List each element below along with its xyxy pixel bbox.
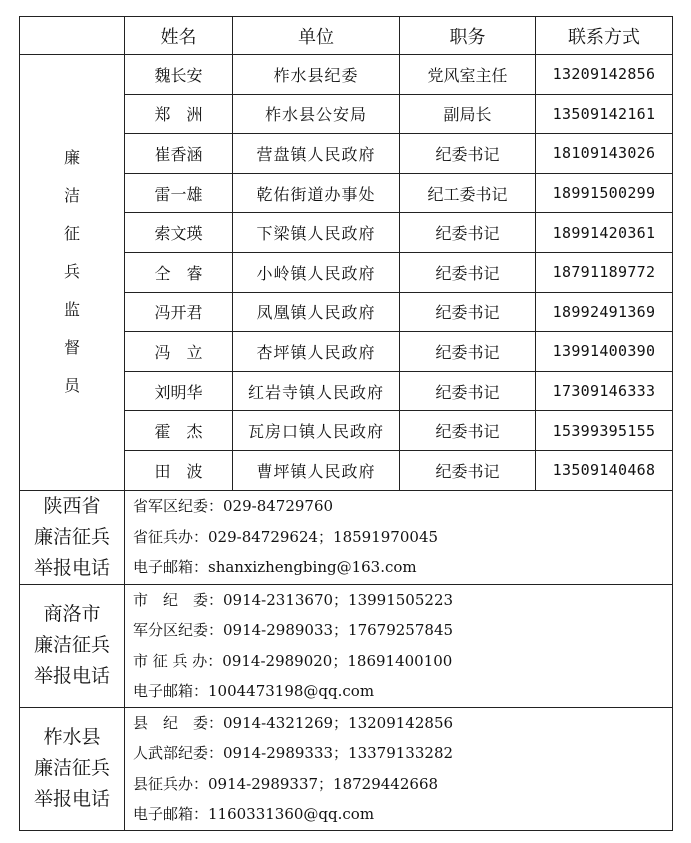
cell-name: 霍 杰	[125, 411, 233, 451]
cell-title: 纪委书记	[400, 292, 536, 332]
hotline-label	[20, 707, 125, 830]
hotline-line: 县 纪 委：0914-4321269；13209142856	[133, 713, 454, 732]
cell-unit: 杏坪镇人民政府	[233, 332, 400, 372]
side-label-char: 洁	[63, 186, 80, 206]
cell-unit: 柞水县纪委	[233, 55, 400, 95]
hotline-label-line: 廉洁征兵	[33, 525, 110, 548]
email-line: 电子邮箱：1004473198@qq.com	[133, 682, 375, 701]
hotline-line: 市 征 兵 办：0914-2989020；18691400100	[133, 651, 453, 670]
cell-title: 纪工委书记	[400, 173, 536, 213]
cell-unit: 曹坪镇人民政府	[233, 450, 400, 490]
cell-unit: 营盘镇人民政府	[233, 134, 400, 174]
cell-title: 纪委书记	[400, 450, 536, 490]
cell-phone: 18791189772	[536, 252, 673, 292]
side-label-char: 征	[63, 224, 80, 244]
cell-phone: 18991420361	[536, 213, 673, 253]
cell-title: 副局长	[400, 94, 536, 134]
cell-phone: 13509140468	[536, 450, 673, 490]
cell-name: 魏长安	[125, 55, 233, 95]
side-label-char: 员	[63, 376, 80, 396]
cell-title: 纪委书记	[400, 332, 536, 372]
cell-name: 刘明华	[125, 371, 233, 411]
hotline-label-line: 举报电话	[33, 665, 110, 688]
cell-phone: 18109143026	[536, 134, 673, 174]
cell-unit: 瓦房口镇人民政府	[233, 411, 400, 451]
hotline-block	[20, 707, 673, 830]
header-unit: 单位	[233, 17, 400, 55]
cell-name: 索文瑛	[125, 213, 233, 253]
email-line: 电子邮箱：1160331360@qq.com	[133, 805, 375, 824]
hotline-line: 县征兵办：0914-2989337；18729442668	[133, 774, 439, 793]
header-contact: 联系方式	[536, 17, 673, 55]
hotline-line: 市 纪 委：0914-2313670；13991505223	[133, 590, 454, 609]
cell-phone: 13991400390	[536, 332, 673, 372]
cell-phone: 17309146333	[536, 371, 673, 411]
cell-name: 郑 洲	[125, 94, 233, 134]
cell-name: 仝 睿	[125, 252, 233, 292]
side-label-char: 廉	[63, 148, 80, 168]
hotline-table	[19, 490, 673, 831]
hotline-label	[20, 490, 125, 584]
header-title: 职务	[400, 17, 536, 55]
supervisor-side-label	[20, 55, 125, 491]
header-name: 姓名	[125, 17, 233, 55]
table-header-row	[20, 17, 673, 55]
hotline-label-line: 举报电话	[33, 556, 110, 579]
hotline-line: 省军区纪委：029-84729760	[133, 497, 334, 516]
cell-unit: 下梁镇人民政府	[233, 213, 400, 253]
cell-phone: 15399395155	[536, 411, 673, 451]
hotline-line: 省征兵办：029-84729624；18591970045	[133, 527, 439, 546]
cell-title: 党风室主任	[400, 55, 536, 95]
cell-title: 纪委书记	[400, 411, 536, 451]
side-label-char: 监	[63, 300, 80, 320]
cell-name: 冯 立	[125, 332, 233, 372]
cell-phone: 13209142856	[536, 55, 673, 95]
hotline-label-line: 商洛市	[43, 603, 101, 626]
hotline-line: 人武部纪委：0914-2989333；13379133282	[133, 744, 454, 763]
supervision-document	[19, 16, 672, 831]
cell-unit: 凤凰镇人民政府	[233, 292, 400, 332]
corner-cell	[20, 17, 125, 55]
hotline-label	[20, 584, 125, 707]
cell-phone: 18992491369	[536, 292, 673, 332]
hotline-label-line: 廉洁征兵	[33, 634, 110, 657]
cell-unit: 小岭镇人民政府	[233, 252, 400, 292]
hotline-block	[20, 490, 673, 584]
hotline-block	[20, 584, 673, 707]
cell-unit: 柞水县公安局	[233, 94, 400, 134]
supervisor-table	[19, 16, 673, 491]
hotline-details	[125, 584, 673, 707]
hotline-line: 军分区纪委：0914-2989033；17679257845	[133, 621, 454, 640]
hotline-label-line: 举报电话	[33, 788, 110, 811]
table-row	[20, 55, 673, 95]
cell-name: 田 波	[125, 450, 233, 490]
hotline-label-line: 廉洁征兵	[33, 757, 110, 780]
cell-title: 纪委书记	[400, 134, 536, 174]
cell-phone: 18991500299	[536, 173, 673, 213]
hotline-label-line: 陕西省	[43, 494, 101, 517]
cell-unit: 红岩寺镇人民政府	[233, 371, 400, 411]
cell-phone: 13509142161	[536, 94, 673, 134]
cell-unit: 乾佑街道办事处	[233, 173, 400, 213]
side-label-char: 督	[63, 338, 80, 358]
cell-title: 纪委书记	[400, 213, 536, 253]
hotline-details	[125, 490, 673, 584]
email-line: 电子邮箱：shanxizhengbing@163.com	[133, 558, 417, 577]
hotline-label-line: 柞水县	[43, 726, 101, 749]
cell-name: 崔香涵	[125, 134, 233, 174]
cell-title: 纪委书记	[400, 252, 536, 292]
cell-name: 冯开君	[125, 292, 233, 332]
hotline-details	[125, 707, 673, 830]
side-label-char: 兵	[63, 262, 80, 282]
cell-name: 雷一雄	[125, 173, 233, 213]
cell-title: 纪委书记	[400, 371, 536, 411]
